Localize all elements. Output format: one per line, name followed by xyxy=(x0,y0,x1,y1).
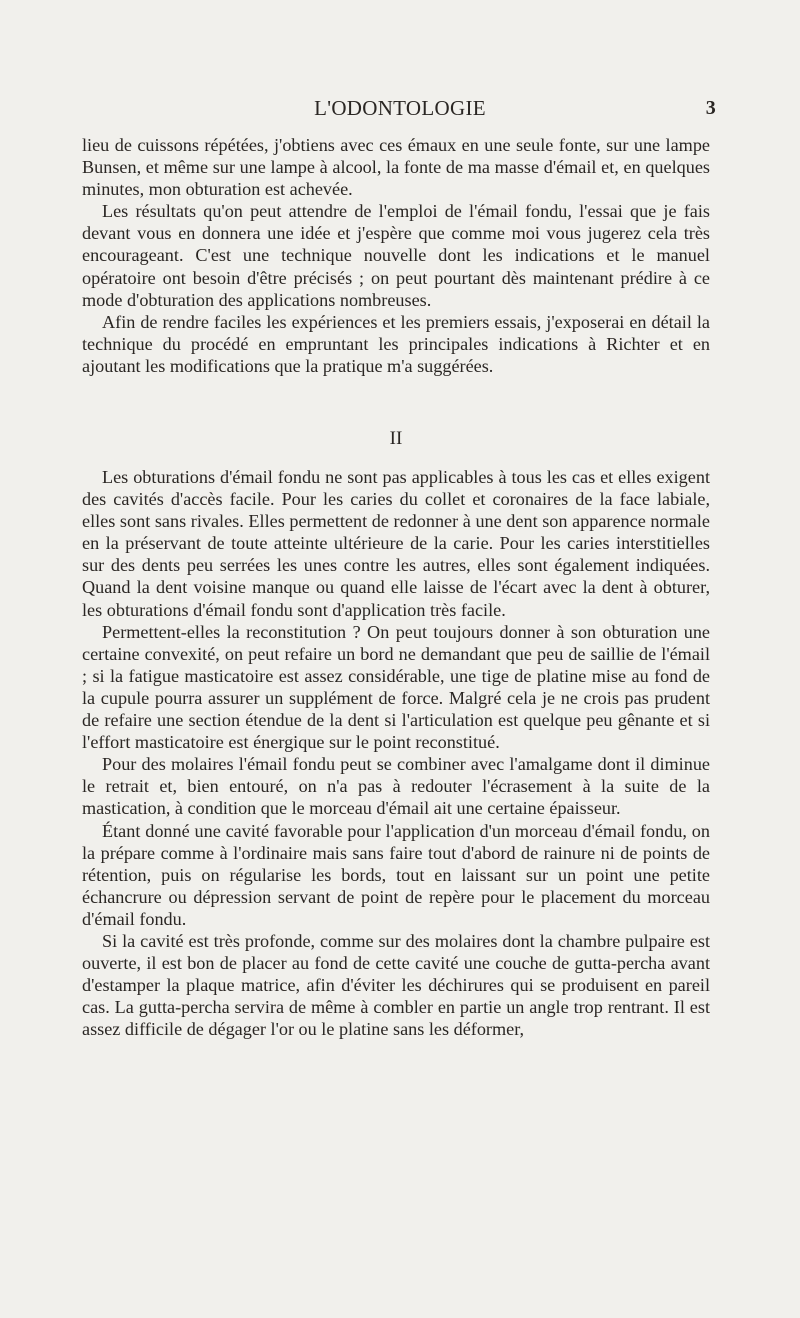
paragraph: lieu de cuissons répétées, j'obtiens avec ces émaux en une seule fonte, sur une lampe Bunsen, et même sur une lampe à alcool, la fonte de ma masse d'émail et, en quelques minutes, mon obturation est achevée. xyxy=(82,135,710,200)
paragraph: Les obturations d'émail fondu ne sont pas applicables à tous les cas et elles exigent des cavités d'accès facile. Pour les caries du collet et coronaires de la face labiale, elles sont sans rivales. Elles permettent de redonner à une dent son apparence normale en la préservant de toute atteinte ultérieure de la carie. Pour les caries interstitielles sur des dents peu serrées les unes contre les autres, elles sont également indiquées. Quand la dent voisine manque ou quand elle laisse de l'écart avec la dent à obturer, les obturations d'émail fondu sont d'application très facile. xyxy=(82,467,710,620)
section-2-text xyxy=(82,466,710,1040)
paragraph: Afin de rendre faciles les expériences et les premiers essais, j'exposerai en détail la technique du procédé en empruntant les principales indications à Richter et en ajoutant les modifications que la pratique m'a suggérées. xyxy=(82,311,710,376)
paragraph: Permettent-elles la reconstitution ? On peut toujours donner à son obturation une certaine convexité, on peut refaire un bord ne demandant que peu de saillie de l'émail ; si la fatigue masticatoire est assez considérable, une tige de platine mise au fond de la cupule pourra assurer un supplément de force. Malgré cela je ne crois pas prudent de refaire une section étendue de la dent si l'articulation est quelque peu gênante et si l'effort masticatoire est énergique sur le point reconstitué. xyxy=(82,621,710,753)
paragraph: Étant donné une cavité favorable pour l'application d'un morceau d'émail fondu, on la prépare comme à l'ordinaire mais sans faire tout d'abord de rainure ni de points de rétention, puis on régularise les bords, tout en laissant sur un point une petite échancrure ou dépression servant de point de repère pour le placement du morceau d'émail fondu. xyxy=(82,820,710,929)
paragraph: Si la cavité est très profonde, comme sur des molaires dont la chambre pulpaire est ouverte, il est bon de placer au fond de cette cavité une couche de gutta-percha avant d'estamper la plaque matrice, afin d'éviter les déchirures qui se produisent en pareil cas. La gutta-percha servira de même à combler en partie un angle trop rentrant. Il est assez difficile de dégager l'or ou le platine sans les déformer, xyxy=(82,930,710,1040)
paragraph: Les résultats qu'on peut attendre de l'emploi de l'émail fondu, l'essai que je fais devant vous en donnera une idée et j'espère que comme moi vous jugerez cela très encourageant. C'est une technique nouvelle dont les indications et le manuel opératoire ont besoin d'être précisés ; on peut pourtant dès maintenant prédire à ce mode d'obturation des applications nombreuses. xyxy=(82,201,710,310)
page-number: 3 xyxy=(705,97,716,119)
section-1-text xyxy=(82,134,710,377)
paragraph: Pour des molaires l'émail fondu peut se combiner avec l'amalgame dont il diminue le retrait et, bien entouré, on n'a pas à redouter l'écrasement à la suite de la mastication, à condition que le morceau d'émail ait une certaine épaisseur. xyxy=(82,754,710,819)
journal-title: L'ODONTOLOGIE xyxy=(314,96,486,120)
section-heading: II xyxy=(389,428,403,449)
running-head xyxy=(82,92,718,124)
